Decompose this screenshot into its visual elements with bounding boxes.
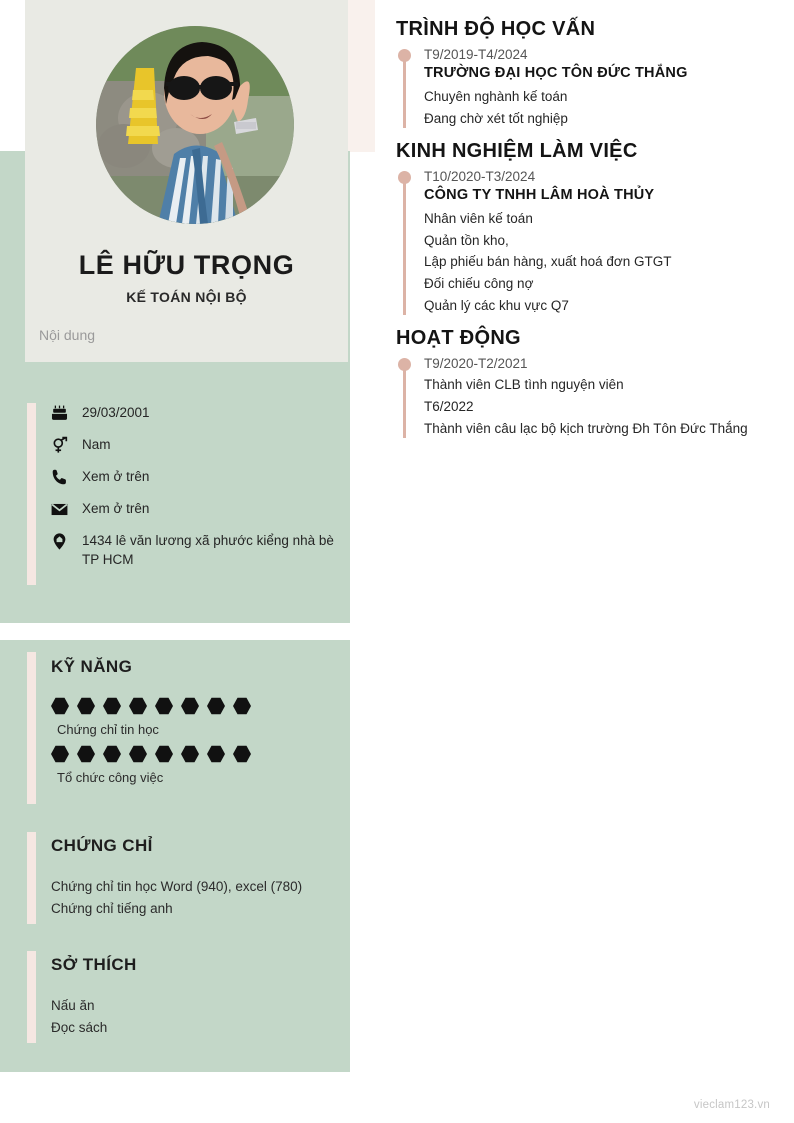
skill-label: Chứng chỉ tin học bbox=[57, 722, 159, 737]
rating-hexagon bbox=[233, 745, 251, 763]
rating-hexagon bbox=[77, 697, 95, 715]
right-column bbox=[396, 18, 768, 446]
rating-hexagon bbox=[155, 697, 173, 715]
timeline-dot bbox=[398, 171, 411, 184]
experience-organization: CÔNG TY TNHH LÂM HOÀ THỦY bbox=[424, 186, 655, 203]
skills-title: KỸ NĂNG bbox=[51, 657, 133, 676]
contact-value: 29/03/2001 bbox=[82, 405, 150, 420]
contact-accent-bar bbox=[27, 403, 36, 585]
rating-hexagon bbox=[51, 697, 69, 715]
rating-hexagon bbox=[181, 745, 199, 763]
identity-block bbox=[25, 250, 348, 305]
rating-hexagon bbox=[207, 745, 225, 763]
experience-date: T10/2020-T3/2024 bbox=[424, 168, 536, 184]
contact-item-phone bbox=[50, 467, 340, 487]
skill-item bbox=[51, 697, 341, 737]
contact-value: Xem ở trên bbox=[82, 469, 150, 484]
content-placeholder: Nội dung bbox=[39, 327, 96, 343]
rating-hexagon bbox=[103, 697, 121, 715]
rating-hexagon bbox=[129, 697, 147, 715]
education-detail: Chuyên nghành kế toán bbox=[424, 89, 568, 104]
timeline-dot bbox=[398, 358, 411, 371]
education-date: T9/2019-T4/2024 bbox=[424, 47, 528, 62]
watermark: vieclam123.vn bbox=[693, 1099, 770, 1111]
activity-detail: Thành viên câu lạc bộ kịch trường Đh Tôn Đức Thắng bbox=[424, 420, 748, 436]
certificates-title: CHỨNG CHỈ bbox=[51, 836, 153, 855]
rating-hexagon bbox=[155, 745, 173, 763]
skills-accent-bar bbox=[27, 652, 36, 804]
timeline-line bbox=[403, 55, 406, 128]
hobbies-title: SỞ THÍCH bbox=[51, 955, 137, 974]
contact-value: Nam bbox=[82, 437, 111, 452]
experience-title: KINH NGHIỆM LÀM VIỆC bbox=[396, 139, 638, 162]
page-title: LÊ HỮU TRỌNG bbox=[78, 250, 295, 280]
experience-timeline bbox=[396, 169, 768, 317]
contact-value: Xem ở trên bbox=[82, 501, 150, 516]
experience-detail: Quản tồn kho, bbox=[424, 232, 509, 248]
rating-hexagon bbox=[181, 697, 199, 715]
education-detail: Đang chờ xét tốt nghiệp bbox=[424, 110, 568, 126]
experience-detail: Lập phiếu bán hàng, xuất hoá đơn GTGT bbox=[424, 254, 672, 270]
avatar bbox=[96, 26, 294, 224]
skill-rating bbox=[51, 745, 341, 763]
hobbies-accent-bar bbox=[27, 951, 36, 1043]
activities-timeline bbox=[396, 356, 768, 440]
contact-item-address bbox=[50, 531, 340, 569]
certificate-line: Chứng chỉ tiếng anh bbox=[51, 900, 173, 916]
experience-detail: Đối chiếu công nợ bbox=[424, 276, 534, 292]
timeline-line bbox=[403, 364, 406, 438]
rating-hexagon bbox=[51, 745, 69, 763]
certificates-section bbox=[51, 836, 341, 920]
rating-hexagon bbox=[207, 697, 225, 715]
gender-icon bbox=[50, 435, 72, 455]
contact-item-gender bbox=[50, 435, 340, 455]
hobbies-section bbox=[51, 955, 341, 1039]
certificates-accent-bar bbox=[27, 832, 36, 924]
skills-section bbox=[51, 657, 341, 793]
activity-detail: Thành viên CLB tình nguyện viên bbox=[424, 377, 624, 393]
rating-hexagon bbox=[129, 745, 147, 763]
skill-item bbox=[51, 745, 341, 785]
education-timeline bbox=[396, 47, 768, 130]
email-icon bbox=[50, 499, 72, 519]
education-organization: TRƯỜNG ĐẠI HỌC TÔN ĐỨC THẮNG bbox=[424, 65, 688, 81]
location-pin-icon bbox=[50, 531, 72, 551]
education-title: TRÌNH ĐỘ HỌC VẤN bbox=[396, 18, 596, 40]
rating-hexagon bbox=[103, 745, 121, 763]
contact-list bbox=[50, 403, 340, 569]
hobby-line: Nấu ăn bbox=[51, 998, 95, 1013]
activities-section bbox=[396, 327, 768, 440]
contact-item-birthday bbox=[50, 403, 340, 423]
experience-section bbox=[396, 140, 768, 317]
activity-detail: T6/2022 bbox=[424, 398, 474, 414]
education-section bbox=[396, 18, 768, 130]
experience-detail: Nhân viên kế toán bbox=[424, 210, 533, 226]
activity-date: T9/2020-T2/2021 bbox=[424, 356, 528, 372]
rating-hexagon bbox=[233, 697, 251, 715]
phone-icon bbox=[50, 467, 72, 487]
hobby-line: Đọc sách bbox=[51, 1019, 108, 1035]
timeline-dot bbox=[398, 49, 411, 62]
timeline-line bbox=[403, 177, 406, 315]
rating-hexagon bbox=[77, 745, 95, 763]
experience-detail: Quản lý các khu vực Q7 bbox=[424, 298, 569, 314]
job-title: KẾ TOÁN NỘI BỘ bbox=[126, 289, 247, 306]
certificate-line: Chứng chỉ tin học Word (940), excel (780) bbox=[51, 879, 303, 894]
birthday-cake-icon bbox=[50, 403, 72, 423]
skill-label: Tổ chức công việc bbox=[57, 770, 164, 785]
contact-value: 1434 lê văn lương xã phước kiểng nhà bè TP HCM bbox=[82, 533, 334, 568]
activities-title: HOẠT ĐỘNG bbox=[396, 327, 521, 350]
skill-rating bbox=[51, 697, 341, 715]
contact-item-email bbox=[50, 499, 340, 519]
